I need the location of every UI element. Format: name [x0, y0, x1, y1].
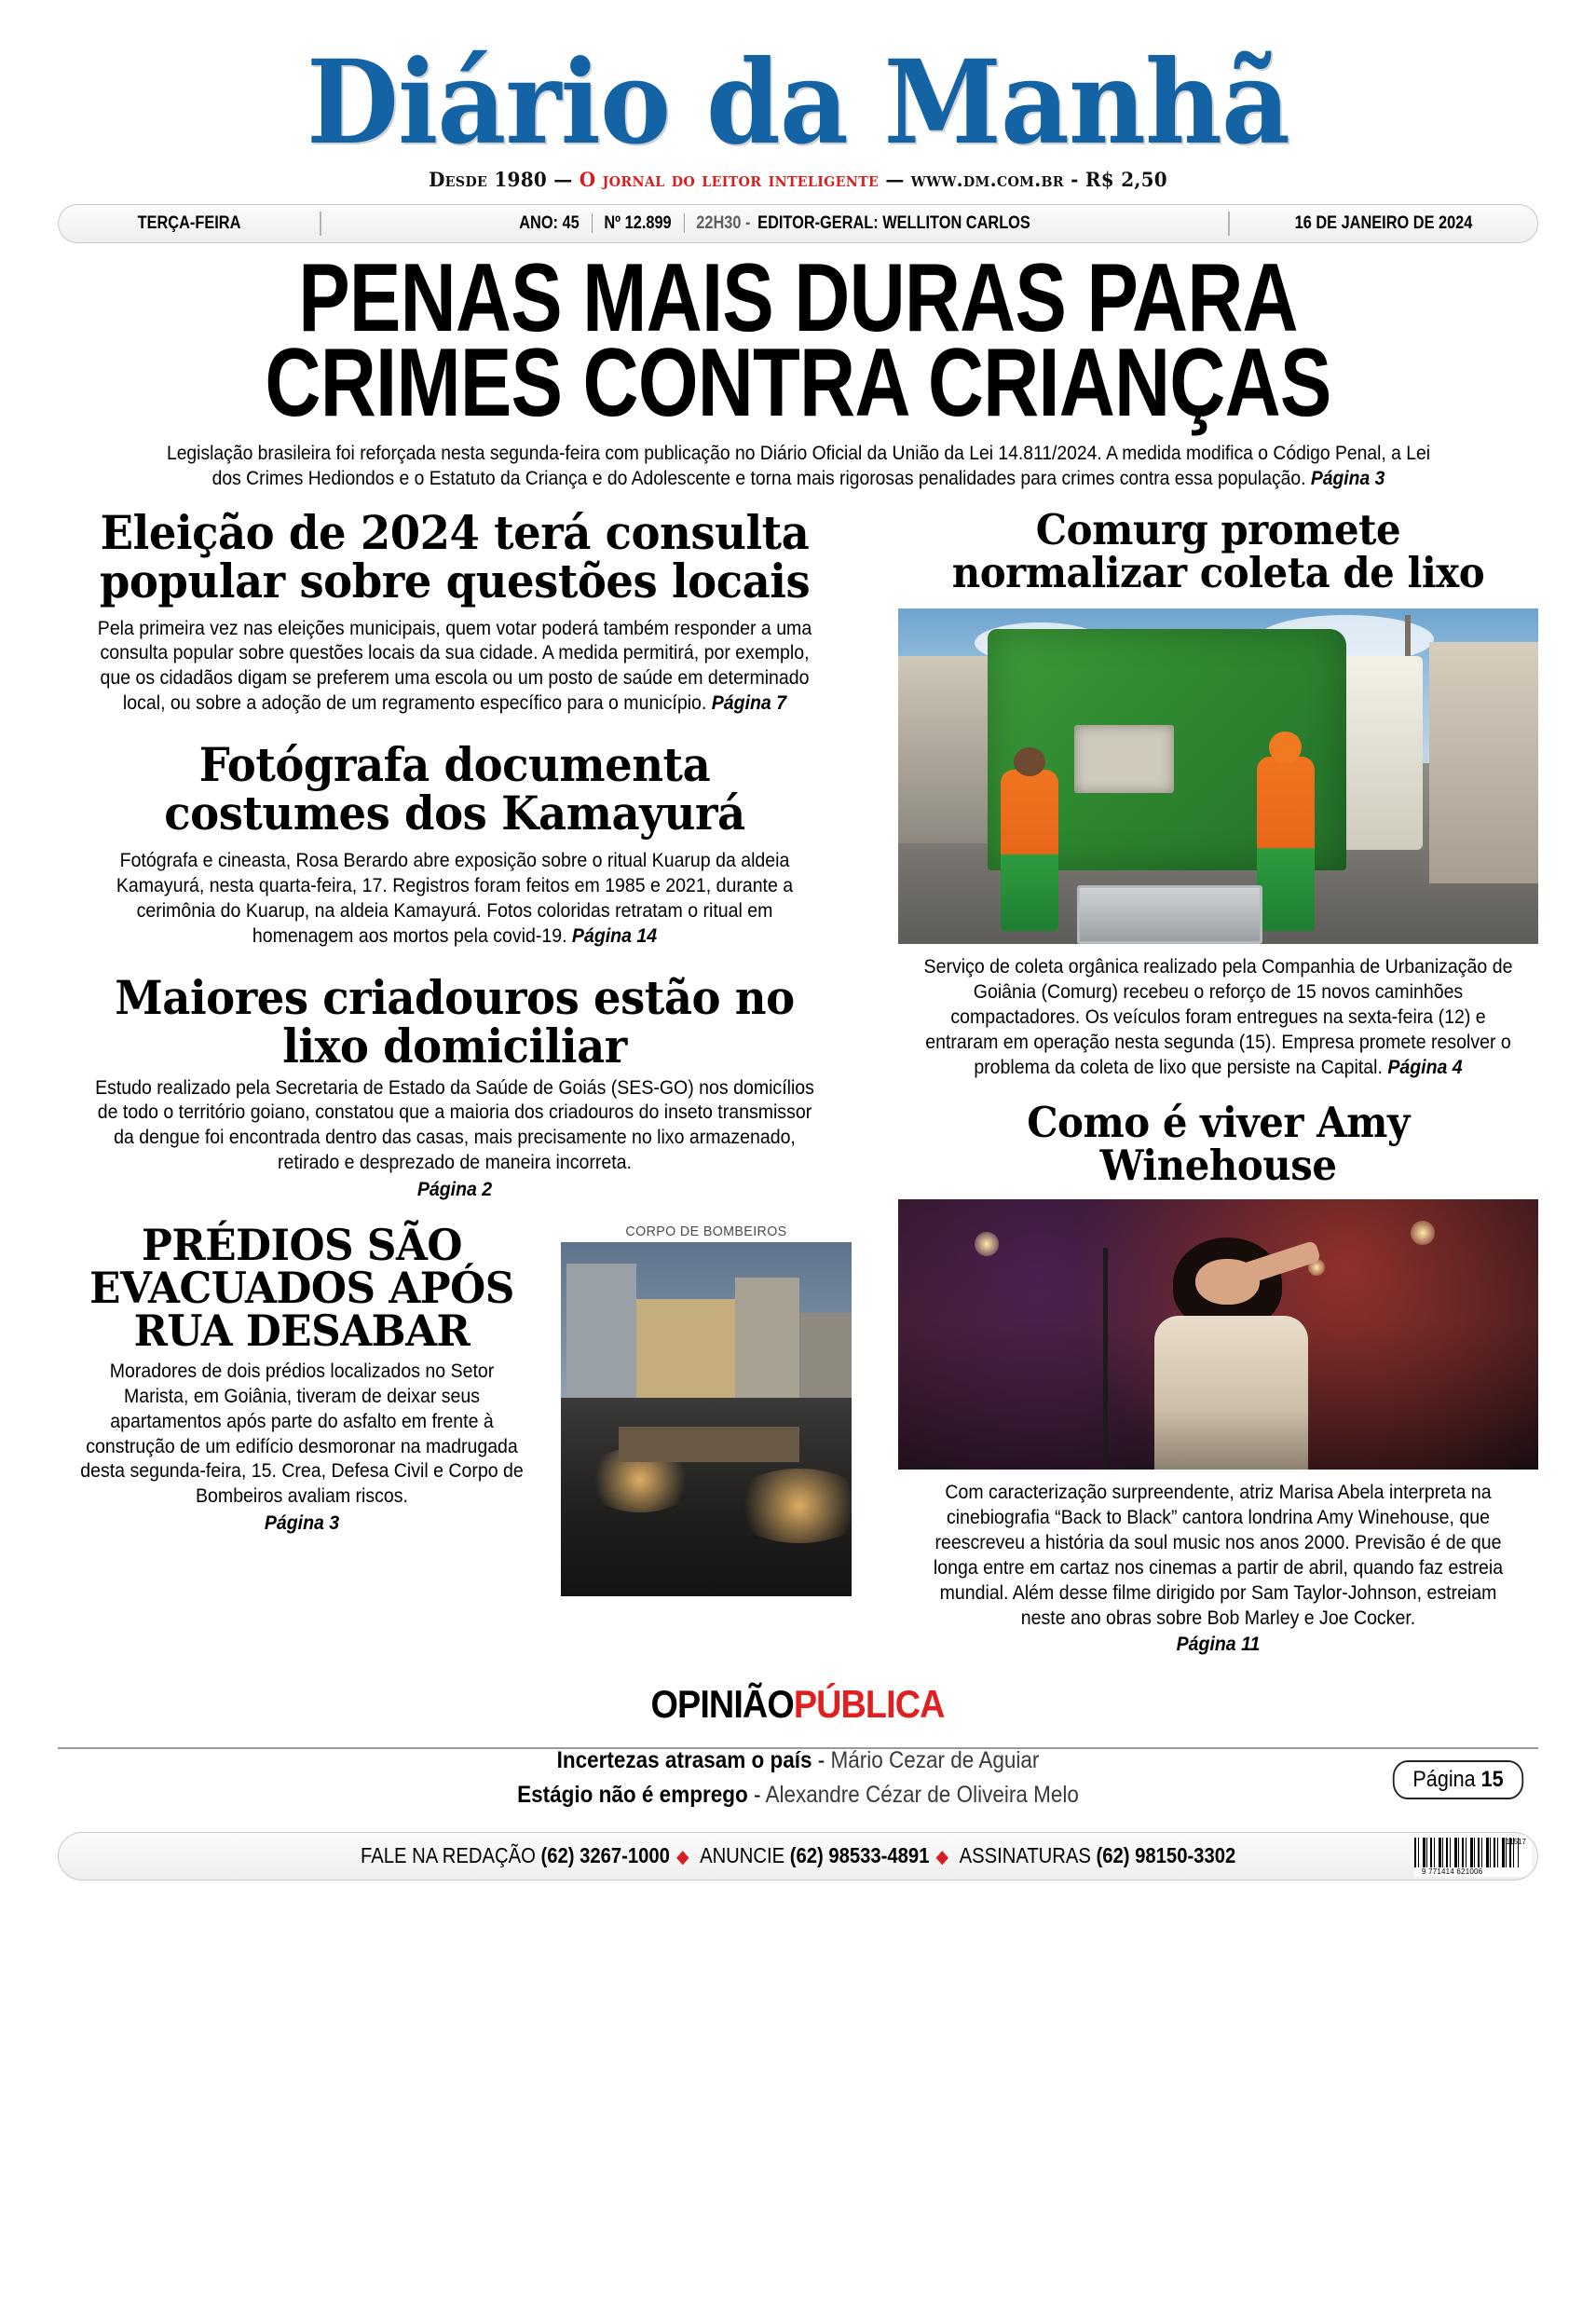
story-eleicao-page-ref: Página 7 — [711, 692, 787, 715]
barcode-top-number: 11517 — [1506, 1837, 1526, 1846]
anuncie-phone[interactable]: (62) 98533-4891 — [789, 1843, 930, 1868]
masthead-tagline — [95, 168, 1502, 191]
lead-page-ref: Página 3 — [1310, 467, 1385, 489]
weekday-label: TERÇA-FEIRA — [137, 212, 241, 233]
worker-1-head — [1014, 747, 1046, 776]
story-eleicao-headline: Eleição de 2024 terá consulta popular sobre questões locais — [99, 504, 811, 609]
issue-info-bar — [58, 204, 1538, 243]
opinion-item-author: Mário Cezar de Aguiar — [830, 1747, 1040, 1774]
lead-summary-text: Legislação brasileira foi reforçada nesta segunda-feira com publicação no Diário Oficial da União da Lei 14.811/2024. A medida modifica o Código Penal, a Lei dos Crimes Hediondos e o Estatuto da Criança e do Adolescente e torna mais rigorosas penalidades para crimes contra essa população. — [166, 442, 1430, 489]
story-comurg-photo — [898, 609, 1538, 944]
opinion-item-separator: - — [812, 1747, 831, 1774]
tagline-prefix: Desde 1980 — — [429, 167, 580, 191]
story-criadouros-body: Estudo realizado pela Secretaria de Estado da Saúde de Goiás (SES-GO) nos domicílios de todo o território goiano, constatou que a maioria dos criadouros do inseto transmissor da dengue foi encontrada dentro das casas, mais precisamente no lixo armazenado, retirado e desprezado de maneira incorreta. — [95, 1076, 814, 1174]
opinion-badge-number: 15 — [1480, 1767, 1504, 1793]
lead-summary — [164, 442, 1433, 492]
barcode-number: 9 771414 621006 — [1422, 1867, 1483, 1876]
opinion-item[interactable] — [131, 1744, 1464, 1777]
editor-label: EDITOR-GERAL: WELLITON CARLOS — [757, 212, 1030, 233]
story-fotografa-page-ref: Página 14 — [571, 924, 658, 947]
stage-light-2 — [1411, 1221, 1435, 1245]
worker-2-head — [1269, 732, 1302, 763]
story-comurg-caption — [921, 955, 1516, 1080]
right-column — [878, 504, 1538, 1659]
waste-cart — [1077, 885, 1262, 945]
assinaturas-phone[interactable]: (62) 98150-3302 — [1096, 1843, 1236, 1868]
assinaturas-label: ASSINATURAS — [954, 1843, 1097, 1868]
story-predios-body-text: Moradores de dois prédios localizados no Setor Marista, em Goiânia, tiveram de deixar seus apartamentos após parte do asfalto em frente à construção de um edifício desmoronar na madrugada desta segunda-feira, 15. Crea, Defesa Civil e Corpo de Bombeiros avaliam riscos. — [80, 1360, 524, 1508]
opinion-title-red: PÚBLICA — [794, 1682, 946, 1727]
opinion-item-author: Alexandre Cézar de Oliveira Melo — [765, 1781, 1079, 1808]
story-amy-caption-text: Com caracterização surpreendente, atriz Marisa Abela interpreta na cinebiografia “Back to Black” cantora londrina Amy Winehouse, que reescreveu a história da soul music nos anos 2000. Previsão é de que longa entre em cartaz nos cinemas a partir de abril, quando faz estreia mundial. Além desse filme dirigido por Sam Taylor-Johnson, estreiam neste ano obras sobre Bob Marley e Joe Cocker. — [933, 1482, 1504, 1629]
opinion-section — [58, 1682, 1538, 1812]
opinion-item-title: Estágio não é emprego — [517, 1781, 748, 1808]
story-fotografa-headline: Fotógrafa documenta costumes dos Kamayurá — [164, 737, 745, 841]
sanitation-worker-1 — [1001, 770, 1058, 931]
opinion-item[interactable] — [131, 1778, 1464, 1812]
barcode-bars-icon — [1414, 1838, 1519, 1867]
opinion-section-title — [638, 1682, 959, 1727]
thin-divider-2 — [684, 213, 685, 233]
story-predios-headline-line-2: EVACUADOS APÓS — [89, 1262, 514, 1313]
opinion-badge-prefix: Página — [1412, 1767, 1481, 1793]
thin-divider-1 — [592, 213, 593, 233]
redacao-phone[interactable]: (62) 3267-1000 — [540, 1843, 670, 1868]
story-fotografa-body: Fotógrafa e cineasta, Rosa Berardo abre exposição sobre o ritual Kuarup da aldeia Kamayurá, nesta quarta-feira, 17. Registros foram feitos em 1985 e 2021, durante a cerimônia do Kuarup, na aldeia Kamayurá. Fotos coloridas retratam o ritual em homenagem aos mortos pela covid-19. — [116, 850, 794, 947]
story-predios-headline-line-3: RUA DESABAR — [133, 1305, 471, 1356]
story-predios — [58, 1219, 852, 1596]
opinion-title-black: OPINIÃO — [650, 1682, 795, 1727]
contact-info-text — [361, 1843, 1235, 1868]
issue-number: Nº 12.899 — [604, 212, 672, 233]
story-predios-body — [75, 1360, 528, 1510]
story-predios-photo — [561, 1242, 852, 1596]
diamond-separator-2-icon: ◆ — [935, 1847, 948, 1868]
tagline-slogan: O jornal do leitor inteligente — [579, 167, 880, 191]
redacao-label: FALE NA REDAÇÃO — [360, 1843, 541, 1868]
lead-headline-line-1: PENAS MAIS DURAS PARA — [298, 243, 1298, 352]
opinion-item-title: Incertezas atrasam o país — [556, 1747, 812, 1774]
sanitation-worker-2 — [1257, 757, 1315, 931]
story-eleicao-body: Pela primeira vez nas eleições municipais, quem votar poderá também responder a uma consulta popular sobre questões locais da sua cidade. A medida permitirá, por exemplo, que os cidadãos digam se preferem uma escola ou um posto de saúde em determinado local, ou sobre a adoção de um regramento específico para o município. — [97, 617, 812, 715]
infobar-divider-right — [1228, 212, 1230, 236]
story-amy-page-ref: Página 11 — [1176, 1634, 1261, 1656]
story-eleicao-text — [86, 617, 824, 718]
debris-band — [619, 1427, 798, 1462]
story-comurg-caption-text: Serviço de coleta orgânica realizado pela Companhia de Urbanização de Goiânia (Comurg) recebeu o reforço de 15 novos caminhões compactadores. Os veículos foram entregues na sexta-feira (12) e entraram em operação nesta segunda (15). Empresa promete resolver o problema da coleta de lixo que persiste na Capital. — [923, 956, 1513, 1078]
tagline-suffix: — www.dm.com.br - R$ 2,50 — [879, 167, 1167, 191]
story-criadouros-headline: Maiores criadouros estão no lixo domiciliar — [115, 969, 795, 1073]
singer-body — [1154, 1316, 1308, 1470]
story-predios-text-block — [58, 1219, 546, 1596]
year-label: ANO: 45 — [519, 212, 580, 233]
opinion-article-list — [58, 1744, 1538, 1812]
newspaper-title: Diário da Manhã — [306, 35, 1290, 171]
story-amy-photo — [898, 1199, 1538, 1470]
left-column — [58, 504, 878, 1659]
opinion-page-badge[interactable] — [1393, 1760, 1523, 1799]
story-predios-photo-block — [561, 1224, 852, 1596]
microphone-stand — [1103, 1248, 1108, 1470]
content-columns — [58, 504, 1538, 1659]
story-criadouros-page-ref: Página 2 — [416, 1179, 493, 1201]
issue-date: 16 DE JANEIRO DE 2024 — [1294, 212, 1473, 233]
story-amy-caption — [921, 1481, 1516, 1631]
truck-hopper — [1074, 725, 1175, 793]
story-amy-headline: Como é viver Amy Winehouse — [1027, 1097, 1410, 1191]
edition-time: 22H30 - — [696, 212, 751, 233]
masthead — [58, 0, 1538, 191]
opinion-item-separator: - — [747, 1781, 766, 1808]
lead-headline — [206, 243, 1390, 438]
lead-headline-line-2: CRIMES CONTRA CRIANÇAS — [265, 329, 1331, 438]
diamond-separator-1-icon: ◆ — [675, 1847, 689, 1868]
story-comurg-headline: Comurg promete normalizar coleta de lixo — [951, 504, 1485, 598]
contact-footer-bar — [58, 1832, 1538, 1880]
issue-details — [385, 205, 1165, 242]
story-fotografa-text — [86, 849, 824, 950]
story-predios-headline — [70, 1219, 534, 1356]
story-criadouros-text — [86, 1076, 824, 1177]
barcode — [1414, 1836, 1532, 1877]
right-wall — [1429, 642, 1538, 883]
story-predios-page-ref: Página 3 — [264, 1512, 340, 1535]
infobar-divider-left — [320, 212, 321, 236]
anuncie-label: ANUNCIE — [695, 1843, 790, 1868]
story-predios-photo-credit: CORPO DE BOMBEIROS — [625, 1223, 787, 1239]
story-predios-headline-line-1: PRÉDIOS SÃO — [142, 1219, 462, 1270]
story-comurg-page-ref: Página 4 — [1387, 1056, 1463, 1078]
